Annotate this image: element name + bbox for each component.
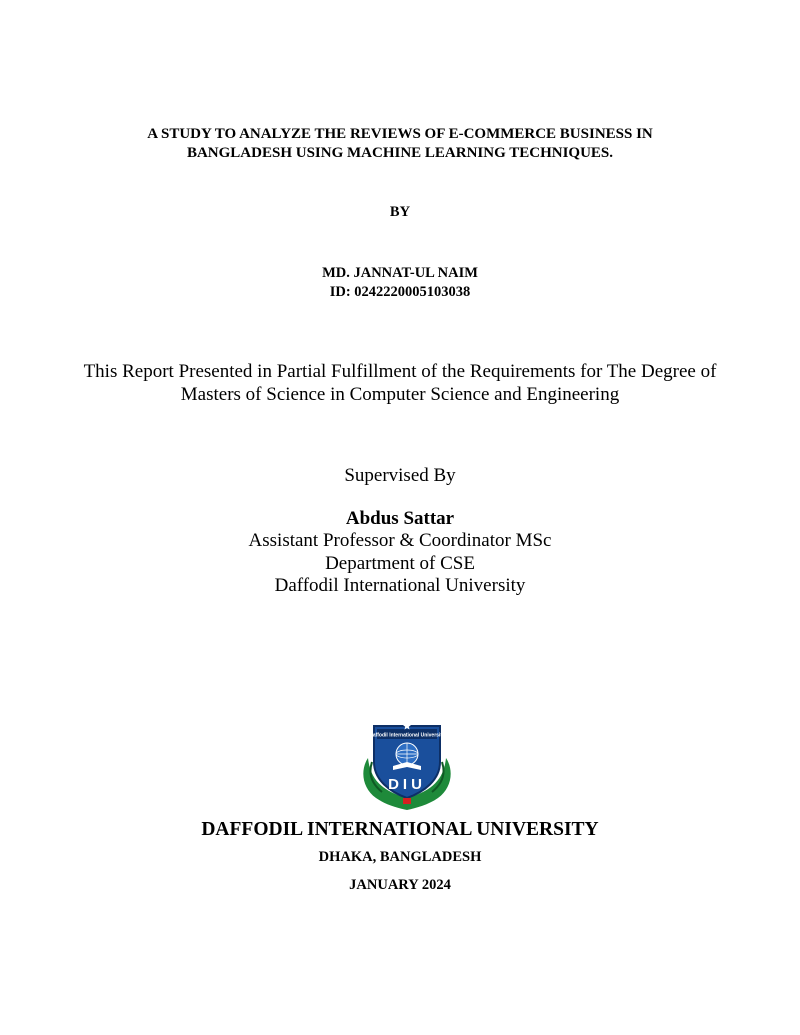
supervised-by-label: Supervised By — [344, 465, 456, 486]
supervisor-designation: Assistant Professor & Coordinator MSc — [248, 530, 552, 551]
university-logo — [358, 718, 456, 812]
supervisor-name: Abdus Sattar — [345, 508, 455, 529]
supervisor-department: Department of CSE — [325, 553, 475, 574]
by-label: BY — [389, 204, 411, 220]
logo-banner-text: Daffodil International University — [369, 732, 445, 739]
report-title-line-2: BANGLADESH USING MACHINE LEARNING TECHNIQUES. — [186, 145, 614, 161]
report-title-line-1: A STUDY TO ANALYZE THE REVIEWS OF E-COMMERCE BUSINESS IN — [147, 126, 653, 142]
logo-letters: DIU — [388, 776, 426, 793]
fulfillment-statement-line-1: This Report Presented in Partial Fulfillment of the Requirements for The Degree of — [83, 361, 717, 382]
author-id: ID: 0242220005103038 — [329, 284, 471, 300]
fulfillment-statement-line-2: Masters of Science in Computer Science and Engineering — [180, 384, 620, 405]
supervisor-institution: Daffodil International University — [274, 575, 526, 596]
university-location: DHAKA, BANGLADESH — [318, 849, 482, 865]
report-date: JANUARY 2024 — [349, 877, 451, 893]
university-name: DAFFODIL INTERNATIONAL UNIVERSITY — [201, 819, 599, 840]
author-name: MD. JANNAT-UL NAIM — [322, 265, 478, 281]
diu-crest-icon — [358, 718, 456, 812]
